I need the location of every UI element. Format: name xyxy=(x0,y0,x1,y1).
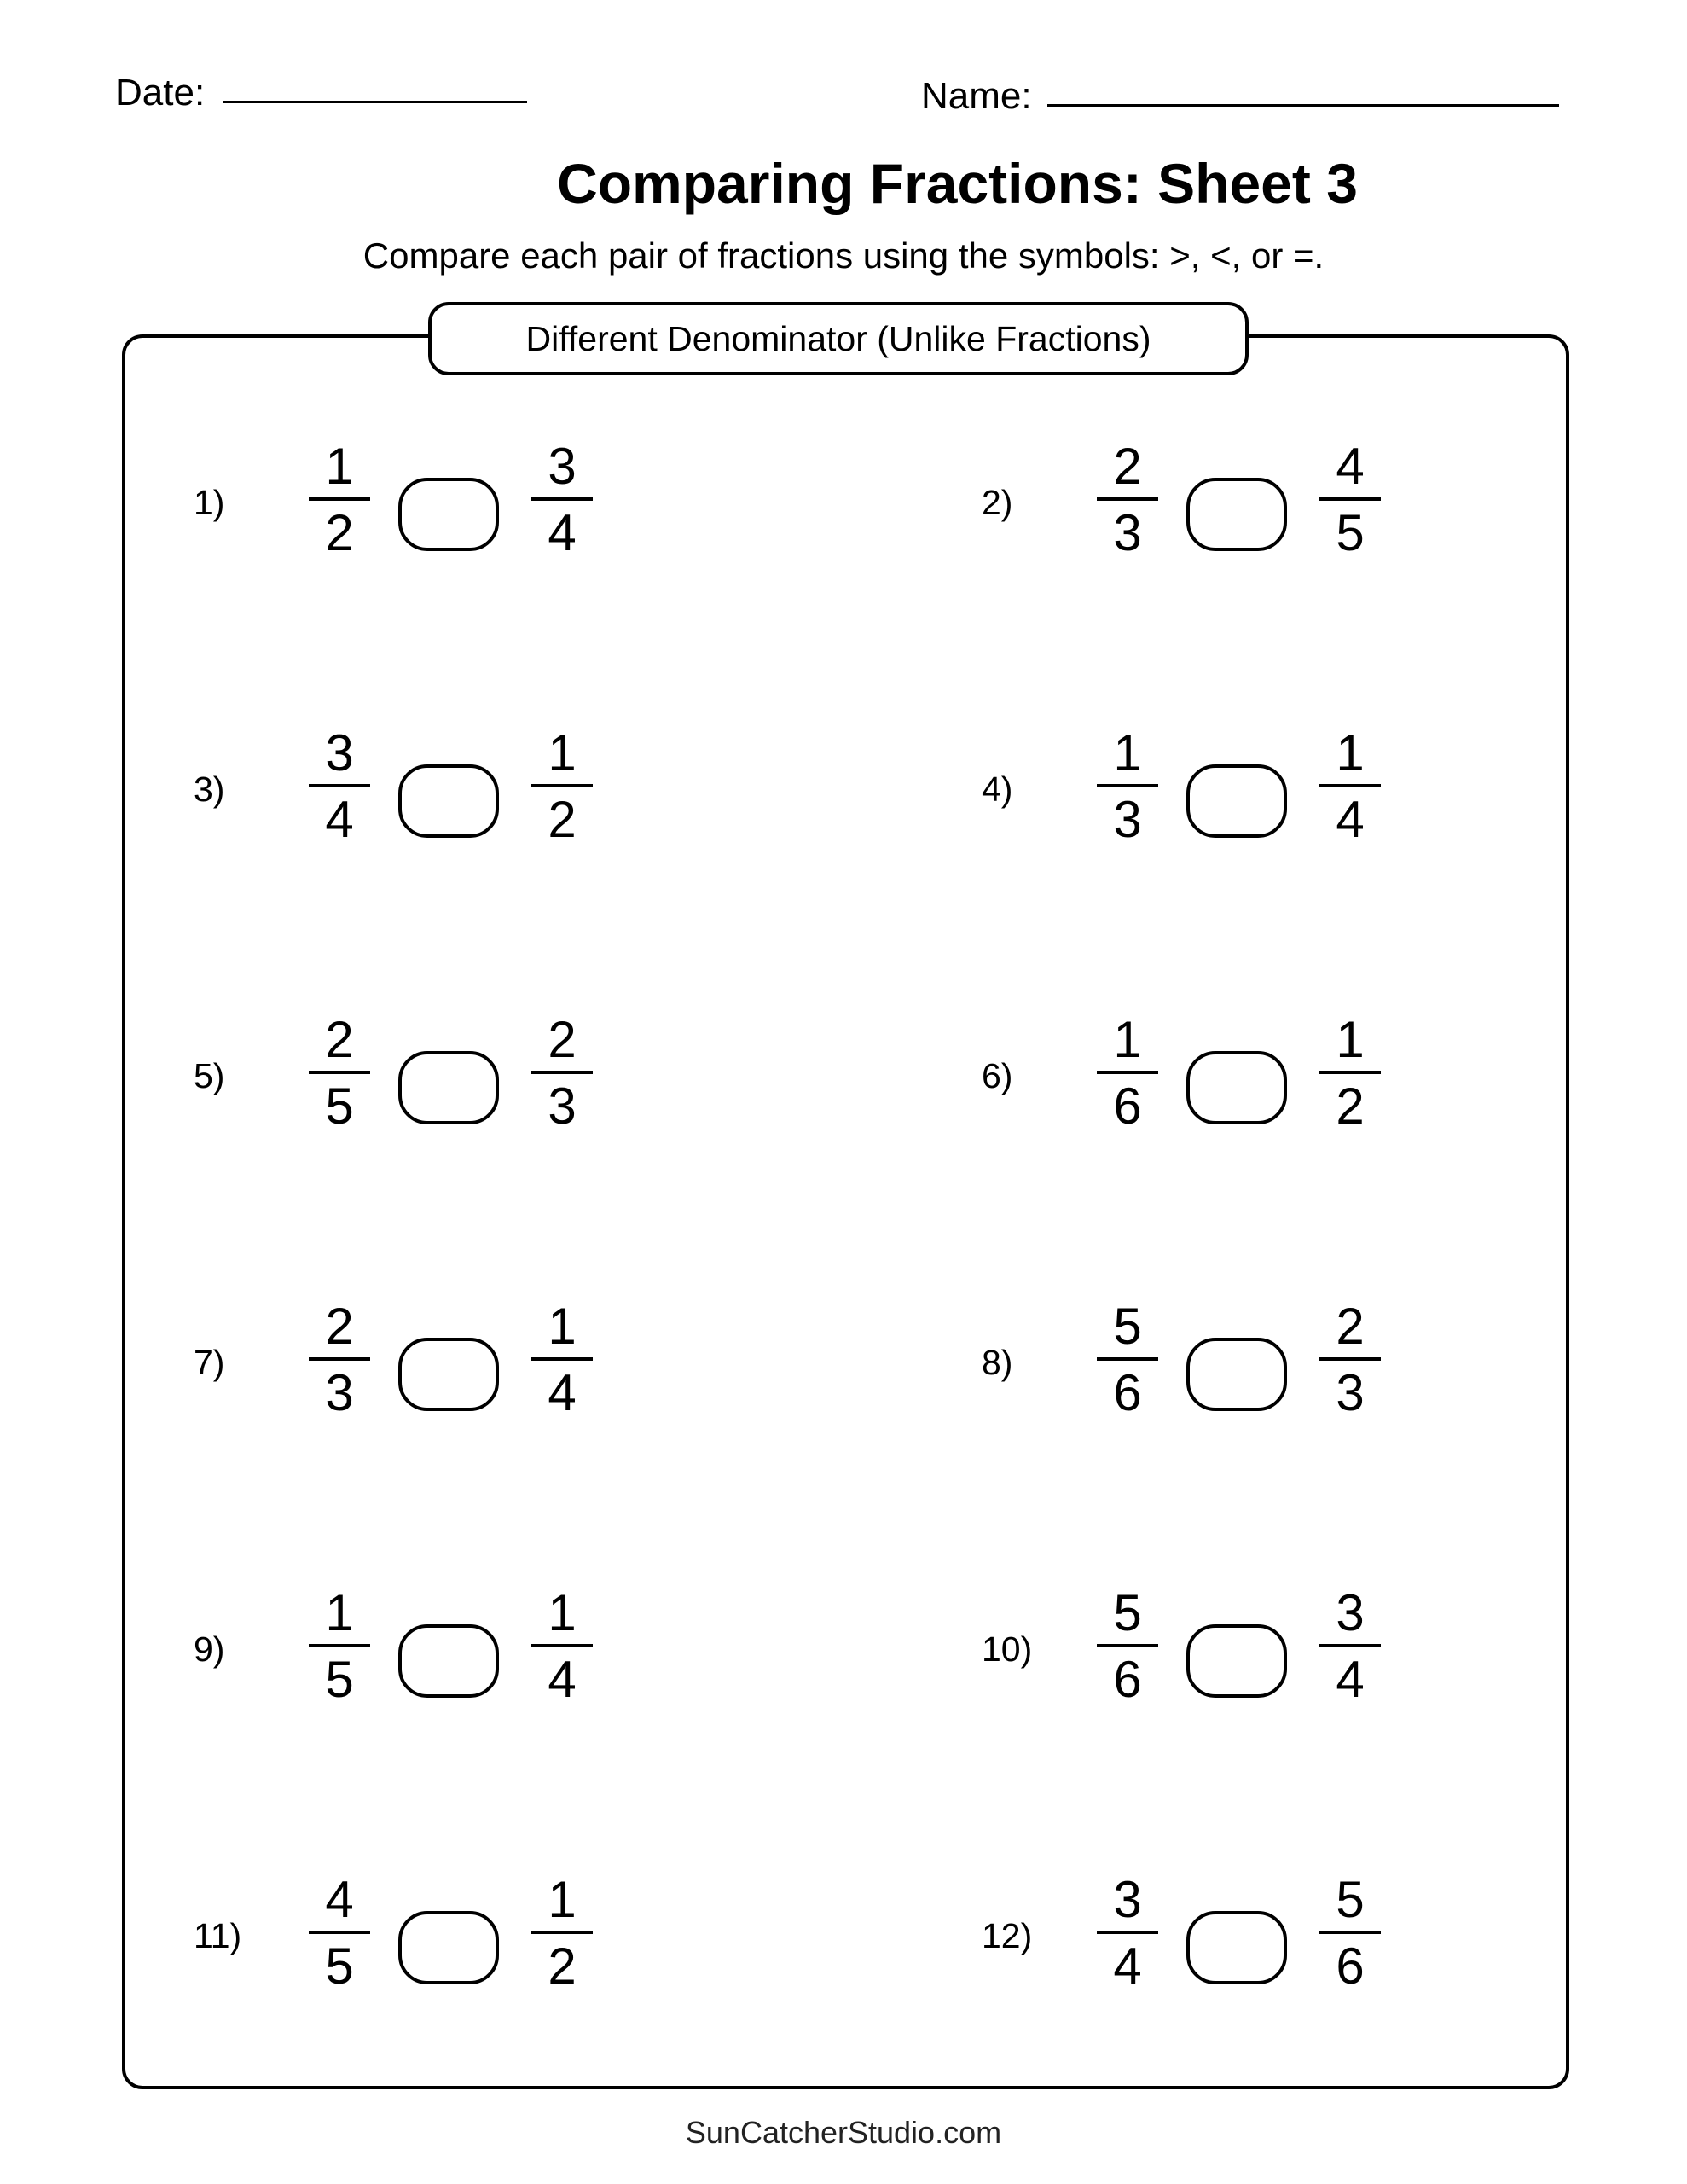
worksheet-title: Comparing Fractions: Sheet 3 xyxy=(557,152,1358,215)
date-field[interactable] xyxy=(223,101,527,103)
instructions: Compare each pair of fractions using the symbols: >, <, or =. xyxy=(362,235,1325,276)
fraction-bar xyxy=(1097,1071,1158,1074)
denominator: 4 xyxy=(548,504,577,561)
problem-number: 6) xyxy=(982,1056,1013,1095)
denominator: 6 xyxy=(1336,1937,1365,1995)
denominator: 3 xyxy=(325,1364,354,1421)
denominator: 5 xyxy=(325,1651,354,1708)
answer-box[interactable] xyxy=(1186,1624,1287,1698)
fraction-bar xyxy=(1097,1644,1158,1647)
answer-box[interactable] xyxy=(1186,1911,1287,1984)
numerator: 4 xyxy=(325,1871,354,1928)
right-fraction xyxy=(1319,725,1381,848)
denominator: 5 xyxy=(1336,504,1365,561)
numerator: 1 xyxy=(548,724,577,781)
problem-number: 11) xyxy=(194,1916,242,1955)
numerator: 1 xyxy=(325,438,354,495)
denominator: 2 xyxy=(325,504,354,561)
problem-number: 5) xyxy=(194,1056,225,1095)
fraction-bar xyxy=(1319,784,1381,787)
fraction-bar xyxy=(309,784,370,787)
fraction-bar xyxy=(1319,1357,1381,1361)
denominator: 2 xyxy=(548,791,577,848)
answer-box[interactable] xyxy=(1186,764,1287,838)
fraction-bar xyxy=(1319,1071,1381,1074)
numerator: 3 xyxy=(1113,1871,1142,1928)
right-fraction xyxy=(531,1872,593,1995)
problem-7 xyxy=(194,1298,893,1435)
problem-number: 4) xyxy=(982,770,1013,809)
denominator: 3 xyxy=(1336,1364,1365,1421)
problem-12 xyxy=(982,1872,1681,2008)
problems-frame xyxy=(122,334,1569,2089)
numerator: 3 xyxy=(1336,1584,1365,1641)
denominator: 4 xyxy=(325,791,354,848)
numerator: 2 xyxy=(548,1011,577,1068)
numerator: 1 xyxy=(1336,1011,1365,1068)
section-label: Different Denominator (Unlike Fractions) xyxy=(428,302,1249,375)
fraction-bar xyxy=(309,1357,370,1361)
numerator: 1 xyxy=(548,1584,577,1641)
right-fraction xyxy=(531,725,593,848)
denominator: 4 xyxy=(1336,791,1365,848)
left-fraction xyxy=(1097,1872,1158,1995)
right-fraction xyxy=(531,439,593,561)
right-fraction xyxy=(1319,1585,1381,1708)
right-fraction xyxy=(1319,1298,1381,1421)
fraction-bar xyxy=(531,1931,593,1934)
problem-6 xyxy=(982,1012,1681,1148)
date-label: Date: xyxy=(115,72,206,113)
left-fraction xyxy=(309,725,370,848)
left-fraction xyxy=(1097,725,1158,848)
right-fraction xyxy=(1319,439,1381,561)
fraction-bar xyxy=(1319,497,1381,501)
numerator: 2 xyxy=(1336,1298,1365,1355)
answer-box[interactable] xyxy=(1186,478,1287,551)
numerator: 4 xyxy=(1336,438,1365,495)
numerator: 1 xyxy=(325,1584,354,1641)
answer-box[interactable] xyxy=(398,764,499,838)
numerator: 5 xyxy=(1113,1584,1142,1641)
problem-number: 9) xyxy=(194,1629,225,1669)
name-field[interactable] xyxy=(1047,104,1559,107)
numerator: 1 xyxy=(548,1298,577,1355)
answer-box[interactable] xyxy=(398,1338,499,1411)
denominator: 2 xyxy=(548,1937,577,1995)
numerator: 1 xyxy=(1336,724,1365,781)
fraction-bar xyxy=(1097,784,1158,787)
problem-4 xyxy=(982,725,1681,862)
problem-number: 7) xyxy=(194,1343,225,1382)
problem-3 xyxy=(194,725,893,862)
fraction-bar xyxy=(309,1071,370,1074)
left-fraction xyxy=(309,1012,370,1135)
numerator: 2 xyxy=(1113,438,1142,495)
denominator: 6 xyxy=(1113,1077,1142,1135)
fraction-bar xyxy=(309,1931,370,1934)
fraction-bar xyxy=(531,784,593,787)
fraction-bar xyxy=(1097,1357,1158,1361)
denominator: 6 xyxy=(1113,1364,1142,1421)
denominator: 3 xyxy=(1113,504,1142,561)
problem-number: 1) xyxy=(194,483,225,522)
fraction-bar xyxy=(1097,1931,1158,1934)
right-fraction xyxy=(1319,1012,1381,1135)
answer-box[interactable] xyxy=(398,1051,499,1124)
problem-number: 3) xyxy=(194,770,225,809)
denominator: 5 xyxy=(325,1077,354,1135)
right-fraction xyxy=(531,1012,593,1135)
problem-number: 12) xyxy=(982,1916,1033,1955)
fraction-bar xyxy=(531,1644,593,1647)
right-fraction xyxy=(1319,1872,1381,1995)
right-fraction xyxy=(531,1298,593,1421)
denominator: 2 xyxy=(1336,1077,1365,1135)
footer-credit: SunCatcherStudio.com xyxy=(685,2115,1002,2150)
left-fraction xyxy=(309,1585,370,1708)
problem-2 xyxy=(982,439,1681,575)
numerator: 1 xyxy=(1113,1011,1142,1068)
problem-9 xyxy=(194,1585,893,1722)
numerator: 1 xyxy=(1113,724,1142,781)
problem-number: 2) xyxy=(982,483,1013,522)
answer-box[interactable] xyxy=(398,478,499,551)
denominator: 4 xyxy=(1336,1651,1365,1708)
name-label: Name: xyxy=(921,75,1032,117)
answer-box[interactable] xyxy=(398,1911,499,1984)
numerator: 2 xyxy=(325,1011,354,1068)
left-fraction xyxy=(1097,1298,1158,1421)
answer-box[interactable] xyxy=(1186,1338,1287,1411)
denominator: 4 xyxy=(548,1364,577,1421)
numerator: 1 xyxy=(548,1871,577,1928)
problem-8 xyxy=(982,1298,1681,1435)
denominator: 4 xyxy=(1113,1937,1142,1995)
problem-5 xyxy=(194,1012,893,1148)
fraction-bar xyxy=(309,497,370,501)
denominator: 3 xyxy=(548,1077,577,1135)
denominator: 5 xyxy=(325,1937,354,1995)
left-fraction xyxy=(1097,439,1158,561)
fraction-bar xyxy=(531,1357,593,1361)
numerator: 5 xyxy=(1336,1871,1365,1928)
numerator: 2 xyxy=(325,1298,354,1355)
denominator: 4 xyxy=(548,1651,577,1708)
denominator: 3 xyxy=(1113,791,1142,848)
numerator: 3 xyxy=(548,438,577,495)
left-fraction xyxy=(309,1298,370,1421)
numerator: 5 xyxy=(1113,1298,1142,1355)
numerator: 3 xyxy=(325,724,354,781)
fraction-bar xyxy=(531,497,593,501)
left-fraction xyxy=(1097,1012,1158,1135)
denominator: 6 xyxy=(1113,1651,1142,1708)
fraction-bar xyxy=(1319,1644,1381,1647)
right-fraction xyxy=(531,1585,593,1708)
problem-1 xyxy=(194,439,893,575)
problem-number: 10) xyxy=(982,1629,1033,1669)
problem-11 xyxy=(194,1872,893,2008)
fraction-bar xyxy=(1319,1931,1381,1934)
problem-10 xyxy=(982,1585,1681,1722)
fraction-bar xyxy=(531,1071,593,1074)
left-fraction xyxy=(309,1872,370,1995)
left-fraction xyxy=(1097,1585,1158,1708)
left-fraction xyxy=(309,439,370,561)
fraction-bar xyxy=(1097,497,1158,501)
answer-box[interactable] xyxy=(1186,1051,1287,1124)
problem-number: 8) xyxy=(982,1343,1013,1382)
fraction-bar xyxy=(309,1644,370,1647)
answer-box[interactable] xyxy=(398,1624,499,1698)
